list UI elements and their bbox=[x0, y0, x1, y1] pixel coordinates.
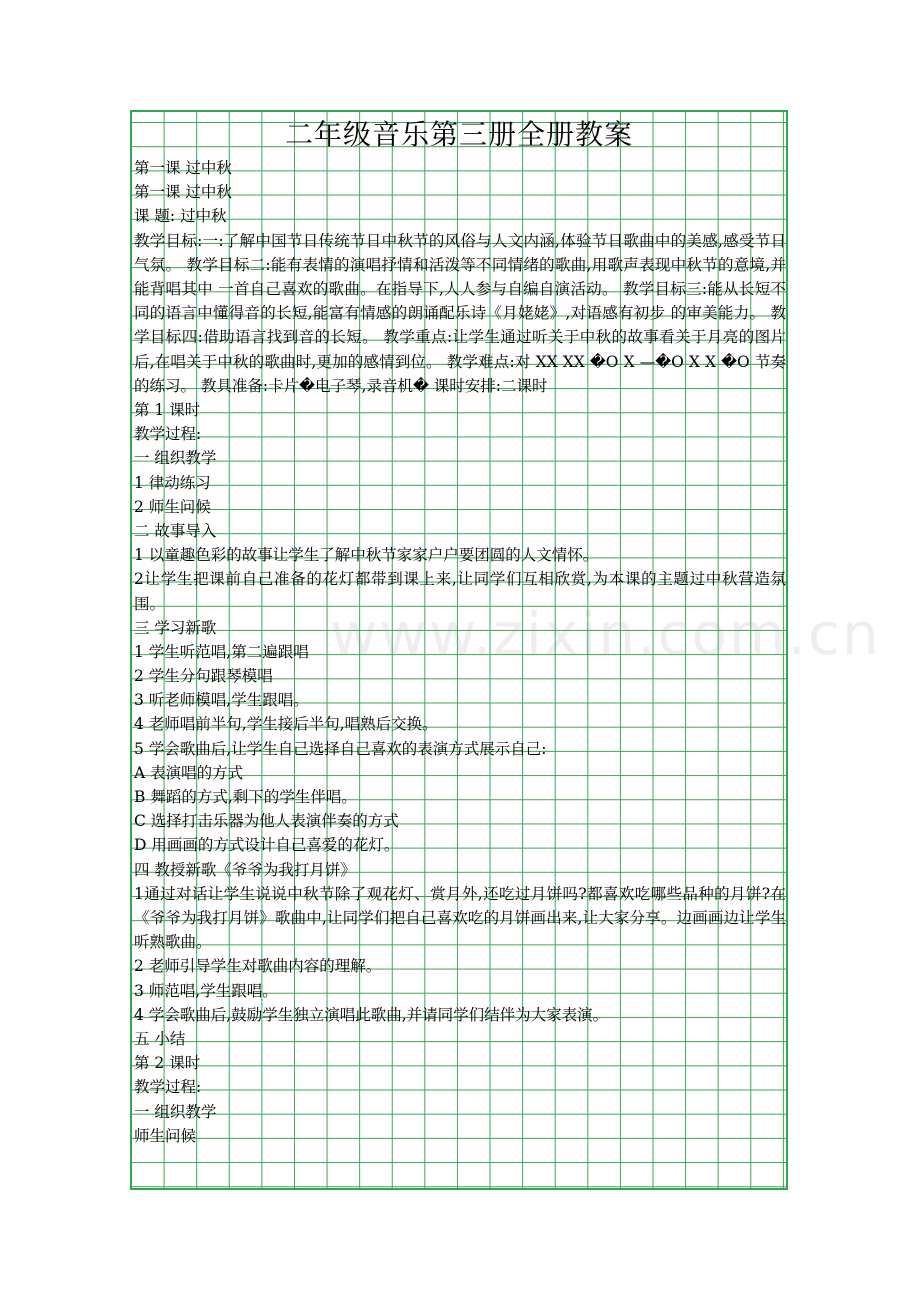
objectives-paragraph: 教学目标:一:了解中国节日传统节日中秋节的风俗与人文内涵,体验节日歌曲中的美感,感受节日气氛。 教学目标二:能有表情的演唱抒情和活泼等不同情绪的歌曲,用歌声表现中秋节的意境,并能背唱其中 一首自己喜欢的歌曲。在指导下,人人参与自编自演活动。 教学目标三:能从长短不同的语言中懂得音的长短,能富有情感的朗诵配乐诗《月姥姥》,对语感有初步 的审美能力。 教学目标四:借助语言找到音的长短。 教学重点:让学生通过听关于中秋的故事看关于月亮的图片后,在唱关于中秋的歌曲时,更加的感情到位。 教学难点:对 XX XX �O X —�O X X �O 节奏的练习。 教具准备:卡片�电子琴,录音机� 课时安排:二课时 bbox=[134, 231, 786, 395]
text-line: 5 学会歌曲后,让学生自己选择自己喜欢的表演方式展示自己: bbox=[134, 739, 547, 758]
text-line: 1 学生听范唱,第二遍跟唱 bbox=[134, 642, 309, 661]
text-line: 五 小结 bbox=[134, 1029, 186, 1048]
text-line: 2 老师引导学生对歌曲内容的理解。 bbox=[134, 957, 382, 976]
text-line: C 选择打击乐器为他人表演伴奏的方式 bbox=[134, 812, 399, 831]
text-line: 第一课 过中秋 bbox=[134, 183, 232, 202]
text-line: A 表演唱的方式 bbox=[134, 763, 244, 782]
text-line: 课 题: 过中秋 bbox=[134, 207, 227, 226]
text-line: 3 听老师模唱,学生跟唱。 bbox=[134, 691, 309, 710]
teach-paragraph: 1通过对话让学生说说中秋节除了观花灯、赏月外,还吃过月饼吗?都喜欢吃哪些品种的月饼?在《爷爷为我打月饼》歌曲中,让同学们把自己喜欢吃的月饼画出来,让大家分享。边画画边让学生听熟歌曲。 bbox=[134, 884, 786, 952]
text-line: 一 组织教学 bbox=[134, 449, 217, 468]
text-line: 第 2 课时 bbox=[134, 1054, 201, 1073]
text-line: D 用画画的方式设计自己喜爱的花灯。 bbox=[134, 836, 400, 855]
text-line: 3 师范唱,学生跟唱。 bbox=[134, 981, 278, 1000]
text-line: 2 师生问候 bbox=[134, 497, 211, 516]
text-line: 4 学会歌曲后,鼓励学生独立演唱此歌曲,并请同学们结伴为大家表演。 bbox=[134, 1005, 609, 1024]
text-line: 4 老师唱前半句,学生接后半句,唱熟后交换。 bbox=[134, 715, 438, 734]
story-paragraph: 2让学生把课前自己准备的花灯都带到课上来,让同学们互相欣赏,为本课的主题过中秋营造氛围。 bbox=[134, 570, 786, 613]
document-page bbox=[130, 110, 788, 1190]
text-line: 二 故事导入 bbox=[134, 521, 217, 540]
text-line: 一 组织教学 bbox=[134, 1102, 217, 1121]
document-title: 二年级音乐第三册全册教案 bbox=[284, 118, 633, 151]
text-line: 师生问候 bbox=[134, 1126, 197, 1145]
text-line: 1 律动练习 bbox=[134, 473, 211, 492]
text-line: 教学过程: bbox=[134, 1078, 202, 1097]
text-line: 四 教授新歌《爷爷为我打月饼》 bbox=[134, 860, 356, 879]
text-line: 第 1 课时 bbox=[134, 400, 201, 419]
text-line: 1 以童趣色彩的故事让学生了解中秋节家家户户要团圆的人文情怀。 bbox=[134, 546, 599, 565]
text-line: B 舞蹈的方式,剩下的学生伴唱。 bbox=[134, 788, 357, 807]
document-body bbox=[134, 156, 786, 1148]
text-line: 教学过程: bbox=[134, 425, 202, 444]
text-line: 第一课 过中秋 bbox=[134, 159, 232, 177]
text-line: 三 学习新歌 bbox=[134, 618, 217, 637]
text-line: 2 学生分句跟琴模唱 bbox=[134, 667, 273, 686]
